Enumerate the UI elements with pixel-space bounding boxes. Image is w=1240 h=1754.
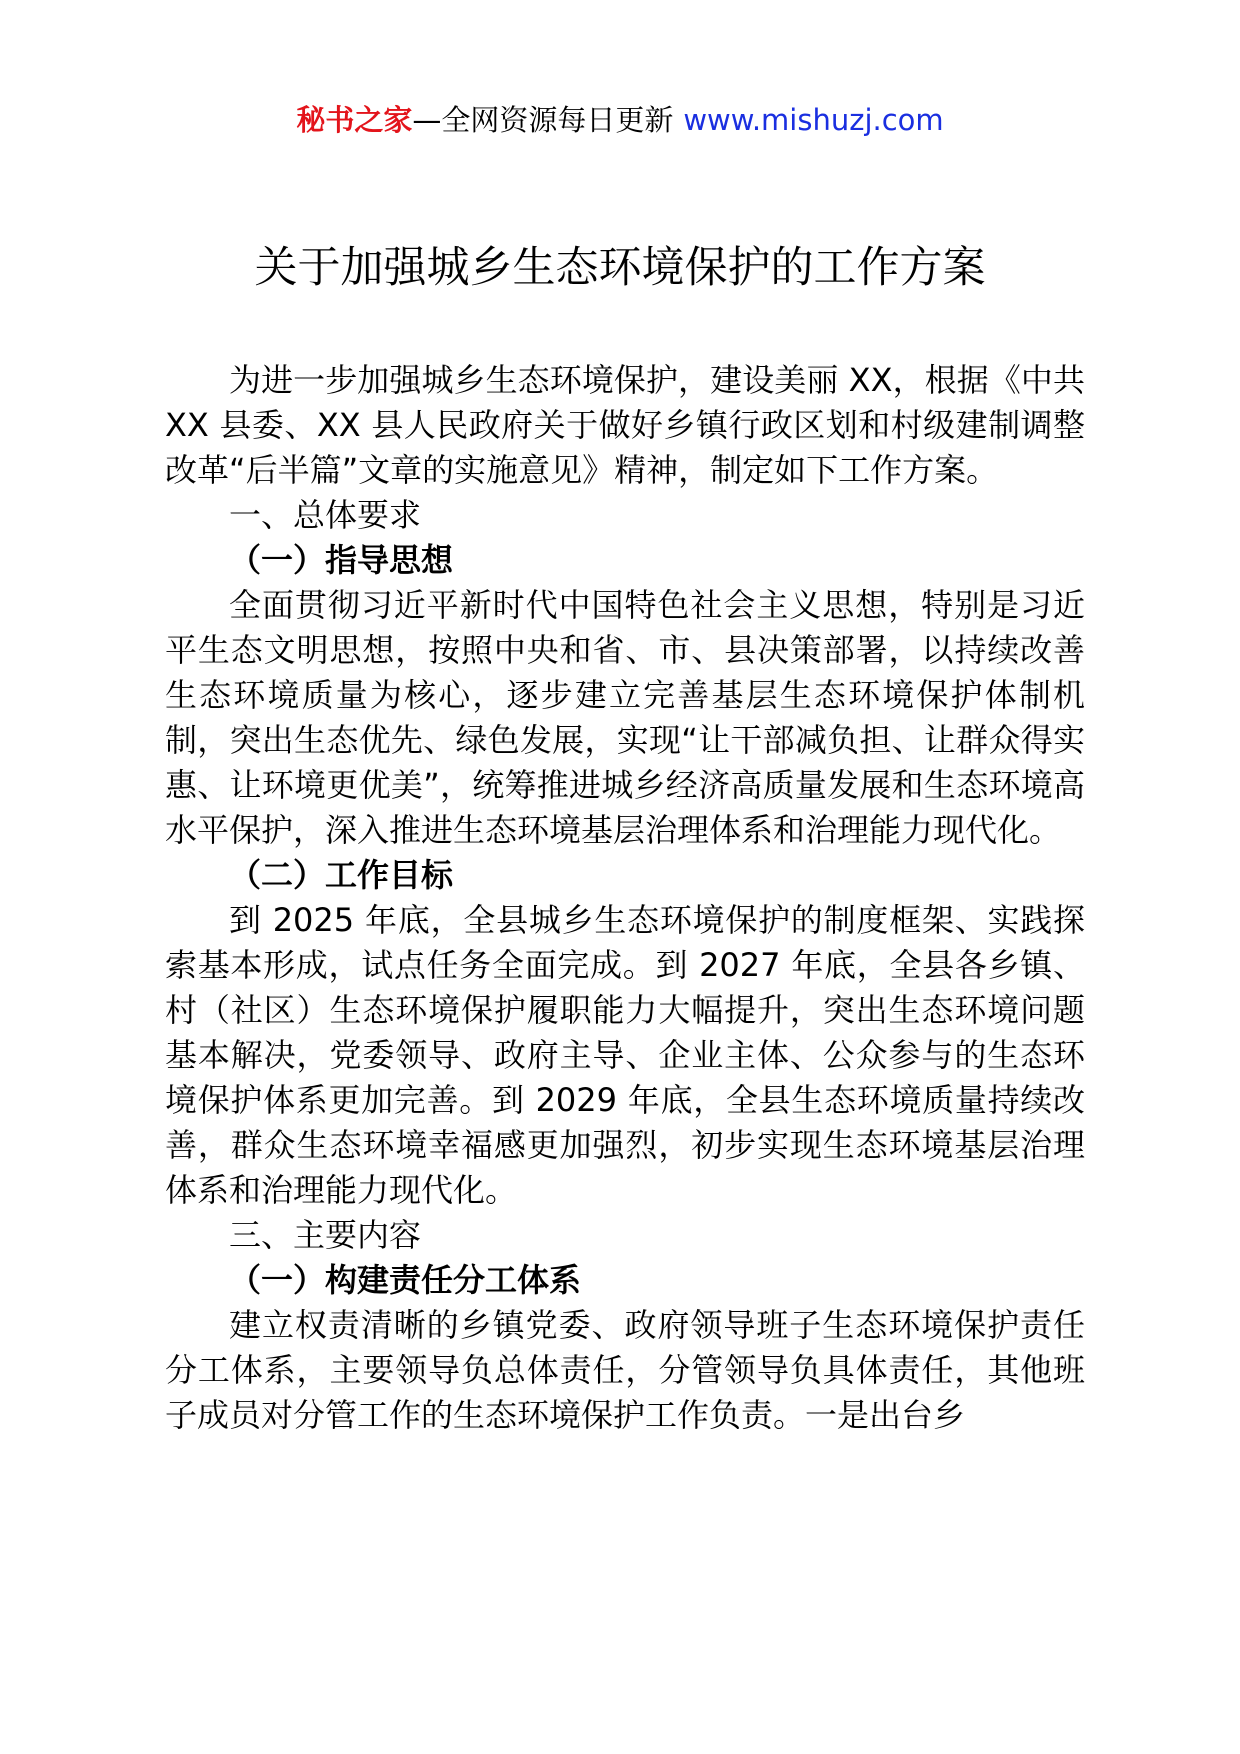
subsection-heading-work-goals: （二）工作目标	[229, 856, 454, 894]
document-title: 关于加强城乡生态环境保护的工作方案	[254, 243, 986, 293]
site-tagline: —全网资源每日更新	[412, 103, 674, 137]
subsection-heading-guiding-ideology: （一）指导思想	[229, 541, 454, 579]
site-url-link[interactable]: www.mishuzj.com	[683, 103, 944, 137]
subsection-heading-responsibility-system: （一）构建责任分工体系	[229, 1261, 582, 1299]
site-name: 秘书之家	[296, 103, 413, 137]
section-heading-main-content: 三、主要内容	[229, 1216, 422, 1254]
guiding-ideology-paragraph: 全面贯彻习近平新时代中国特色社会主义思想，特别是习近平生态文明思想，按照中央和省、市、县决策部署，以持续改善生态环境质量为核心，逐步建立完善基层生态环境保护体制机制，突出生态优先、绿色发展，实现“让干部减负担、让群众得实惠、让环境更优美”，统筹推进城乡经济高质量发展和生态环境高水平保护，深入推进生态环境基层治理体系和治理能力现代化。	[165, 586, 1085, 849]
responsibility-system-paragraph: 建立权责清晰的乡镇党委、政府领导班子生态环境保护责任分工体系，主要领导负总体责任，分管领导负具体责任，其他班子成员对分管工作的生态环境保护工作负责。一是出台乡	[165, 1306, 1085, 1434]
site-header	[0, 100, 1240, 140]
document-body	[165, 358, 1085, 1438]
work-goals-paragraph: 到 2025 年底，全县城乡生态环境保护的制度框架、实践探索基本形成，试点任务全面完成。到 2027 年底，全县各乡镇、村（社区）生态环境保护履职能力大幅提升，突出生态环境问题基本解决，党委领导、政府主导、企业主体、公众参与的生态环境保护体系更加完善。到 2029 年底，全县生态环境质量持续改善，群众生态环境幸福感更加强烈，初步实现生态环境基层治理体系和治理能力现代化。	[165, 901, 1085, 1209]
intro-paragraph: 为进一步加强城乡生态环境保护，建设美丽 XX，根据《中共 XX 县委、XX 县人民政府关于做好乡镇行政区划和村级建制调整改革“后半篇”文章的实施意见》精神，制定如下工作方案。	[165, 361, 1085, 489]
section-heading-general-requirements: 一、总体要求	[229, 496, 422, 534]
